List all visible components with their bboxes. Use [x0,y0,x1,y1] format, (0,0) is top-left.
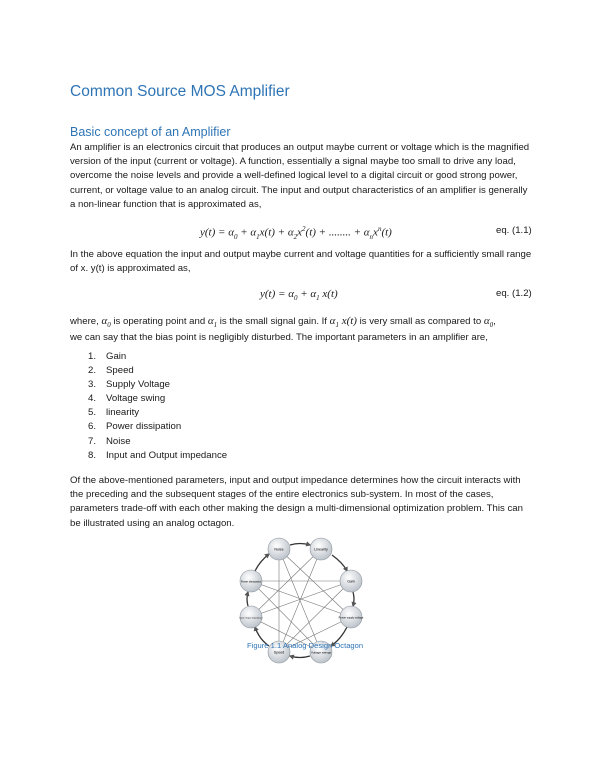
equation-1-label: eq. (1.1) [496,225,532,236]
list-item: 8. Input and Output impedance [88,449,228,461]
parameter-list [88,350,227,463]
svg-text:Speed: Speed [273,650,285,655]
svg-text:Power supply voltage: Power supply voltage [338,616,364,620]
section-heading: Basic concept of an Amplifier [70,125,231,139]
svg-text:Power dissipation: Power dissipation [240,580,262,584]
node-noise [268,538,290,560]
list-item: 1. Gain [88,351,127,362]
paragraph-tradeoff: Of the above-mentioned parameters, input and output impedance determines how the circuit interacts with the preceding and the subsequent stages of the entire electronics sub-system. In most of the cases, parameters trade-off with each other making the design a multi-dimensional optimization problem. This can be illustrated using an analog octagon. [70,475,523,529]
node-input-output-impedance [239,606,263,628]
where-text-4: is very small as compared to [359,316,482,327]
list-item: 3. Supply Voltage [88,379,171,391]
paragraph-approx: In the above equation the input and output maybe current and voltage quantities for a sufficiently small range of x. y(t) is approximated as, [70,249,532,275]
svg-text:Input Output impedance: Input Output impedance [239,617,263,620]
paragraph-where-line2: we can say that the bias point is negligibly disturbed. The important parameters in an amplifier are, [70,332,488,343]
svg-text:Linearity: Linearity [314,547,328,552]
paragraph-where: where, $\alpha_0$ is operating point and $\alpha_1$ is the small signal gain. If $\alpha_1$ x(t) is very small as compared to $\alpha_0$, [70,315,496,330]
where-text-2: is operating point and [113,316,206,327]
list-item: 4. Voltage swing [88,393,166,405]
svg-text:Voltage swings: Voltage swings [310,650,332,655]
page-title: Common Source MOS Amplifier [70,83,290,100]
list-item: 6. Power dissipation [88,421,182,433]
paragraph-intro: An amplifier is an electronics circuit that produces an output maybe current or voltage which is the magnified version of the input (current or voltage). A function, essentially a signal maybe too small to drive any load, overcome the noise levels and provide a well-defined logical level to a digital circuit or good strong power, current, or voltage value to an analog circuit. The input and output characteristics of an amplifier is generally a non-linear function that is approximated as, [70,142,530,210]
node-power-dissipation [240,570,262,592]
node-linearity [310,538,332,560]
equation-2-label: eq. (1.2) [496,288,532,299]
equation-2: $y(t) = \alpha_0 + \alpha_1$ x(t) [260,288,338,303]
equation-1: $y(t) = \alpha_0 + \alpha_1x(t) + \alpha_2x^2(t)$ + ........ + $\alpha_nx^n(t)$ [200,225,392,241]
list-item: 5. linearity [88,407,140,419]
where-text-5: , [493,316,496,327]
svg-text:Noise: Noise [274,547,284,552]
svg-text:Gain: Gain [347,579,355,584]
figure-caption: Figure 1.1 Analog Design Octagon [247,641,364,650]
where-text-3: is the small signal gain. If [219,316,327,327]
node-gain [340,570,362,592]
list-item: 7. Noise [88,435,131,447]
where-text-1: where, [70,316,99,327]
cross-lines [251,549,351,652]
list-item: 2. Speed [88,365,134,377]
